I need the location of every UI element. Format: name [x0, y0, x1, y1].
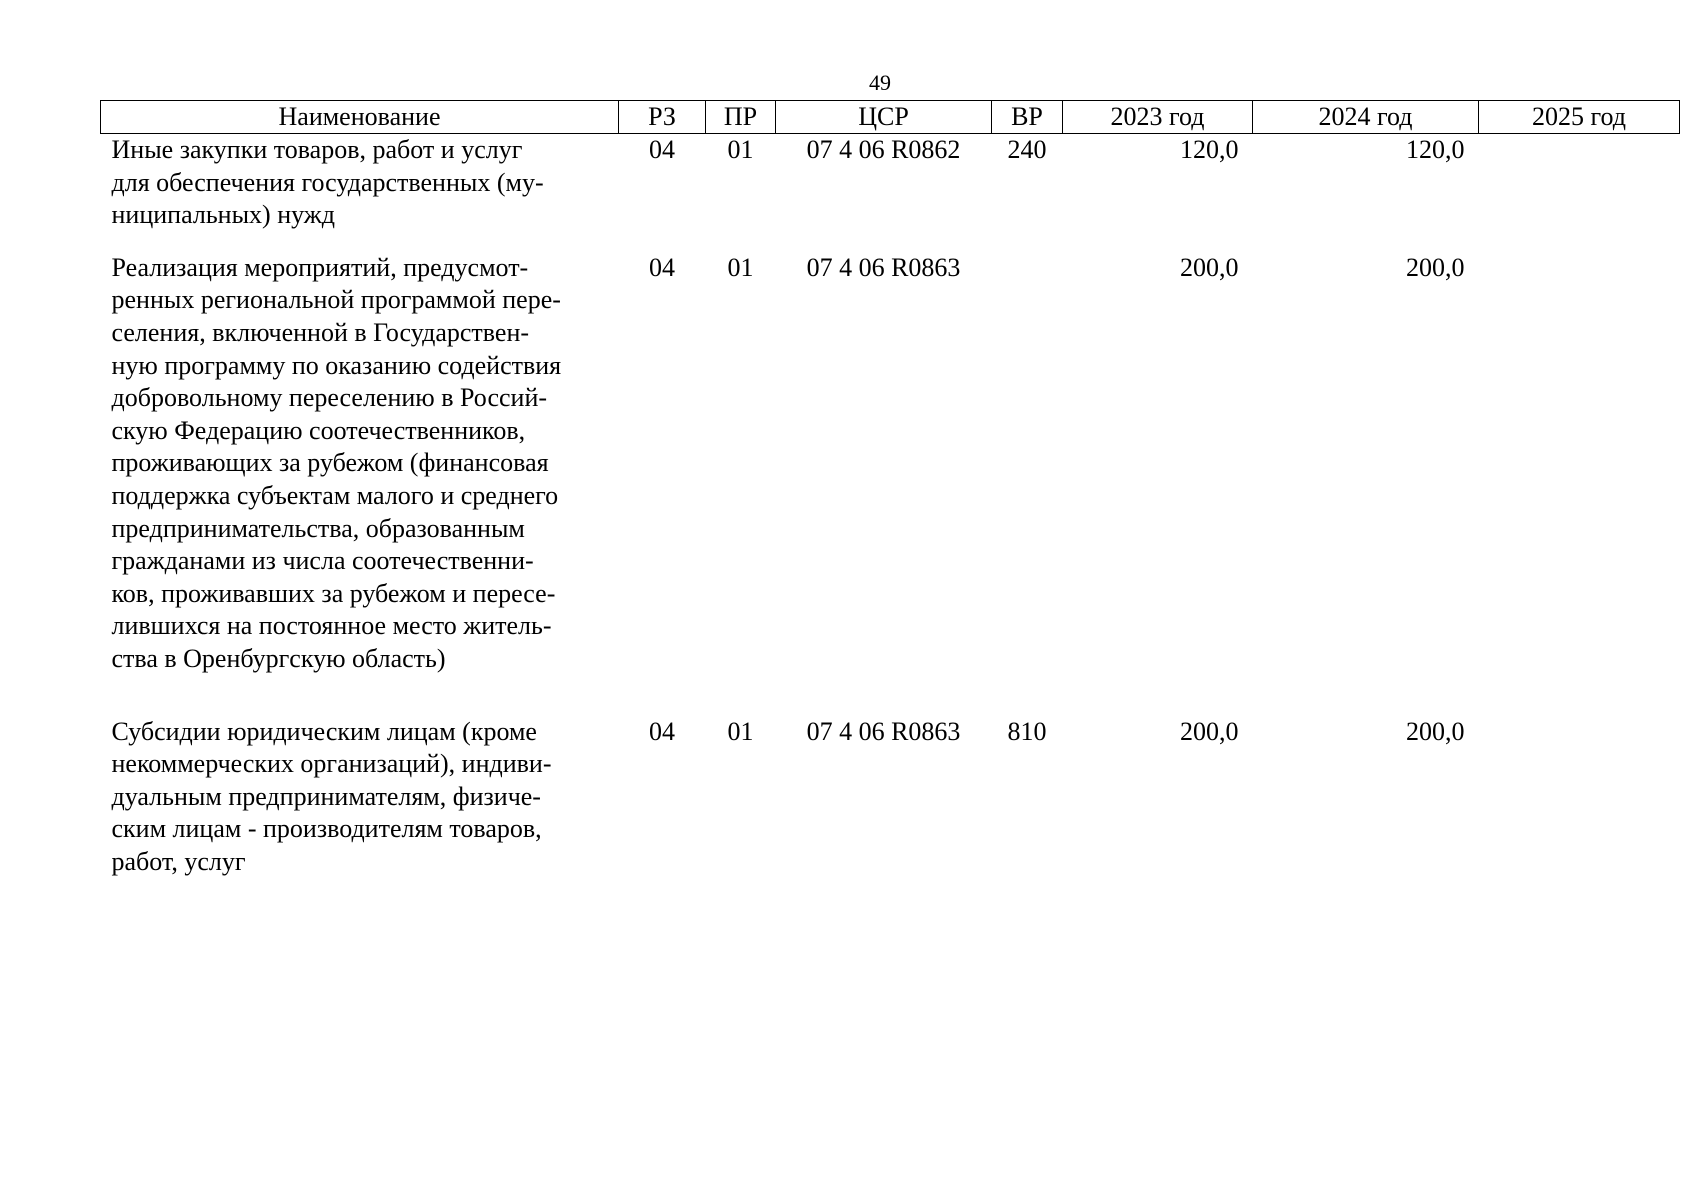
row-2024: 120,0 [1406, 135, 1465, 164]
row-2025 [1479, 252, 1680, 716]
row-pr: 01 [727, 252, 754, 282]
row-vr [992, 252, 1063, 716]
table-row [101, 252, 1680, 716]
row-2023: 200,0 [1180, 716, 1239, 746]
header-pr: ПР [706, 101, 776, 134]
row-name: Реализация мероприятий, предусмот- ренных региональной программой пере- селения, включенной в Государствен- ную программу по оказанию содействия добровольному переселению в Россий- скую Федерацию соотечественников, проживающих за рубежом (финансовая поддержка субъектам малого и среднего предпринимательства, образованным гражданами из числа соотечественни- ков, проживавших за рубежом и пересе- лившихся на постоянное место житель- ства в Оренбургскую область) [111, 252, 562, 673]
table-body [101, 134, 1680, 879]
header-2025: 2025 год [1479, 101, 1680, 134]
header-name: Наименование [101, 101, 619, 134]
row-2025 [1479, 134, 1680, 252]
header-vr: ВР [992, 101, 1063, 134]
row-vr: 240 [1007, 135, 1047, 164]
row-2024: 200,0 [1406, 716, 1465, 746]
row-csr: 07 4 06 R0863 [806, 716, 961, 746]
page-number: 49 [869, 70, 891, 95]
header-rz: РЗ [619, 101, 706, 134]
table-header [101, 101, 1680, 134]
row-2023: 120,0 [1180, 135, 1239, 164]
row-csr: 07 4 06 R0862 [806, 135, 961, 164]
row-csr: 07 4 06 R0863 [806, 252, 961, 282]
row-name: Иные закупки товаров, работ и услуг для обеспечения государственных (му- ниципальных) нужд [111, 135, 544, 230]
table-row [101, 716, 1680, 879]
row-2025 [1479, 716, 1680, 879]
budget-table [100, 100, 1680, 878]
header-2024: 2024 год [1253, 101, 1479, 134]
row-name: Субсидии юридическим лицам (кроме некоммерческих организаций), индиви- дуальным предпринимателям, физиче- ским лицам - производителям товаров, работ, услуг [111, 716, 552, 876]
row-rz: 04 [649, 135, 675, 164]
row-pr: 01 [727, 716, 754, 746]
row-2024: 200,0 [1406, 252, 1465, 282]
row-pr: 01 [727, 135, 754, 164]
header-row [101, 101, 1680, 134]
row-vr: 810 [1007, 716, 1047, 746]
row-2023: 200,0 [1180, 252, 1239, 282]
row-rz: 04 [649, 716, 675, 746]
table-row [101, 134, 1680, 252]
row-rz: 04 [649, 252, 675, 282]
header-csr: ЦСР [776, 101, 992, 134]
header-2023: 2023 год [1063, 101, 1253, 134]
